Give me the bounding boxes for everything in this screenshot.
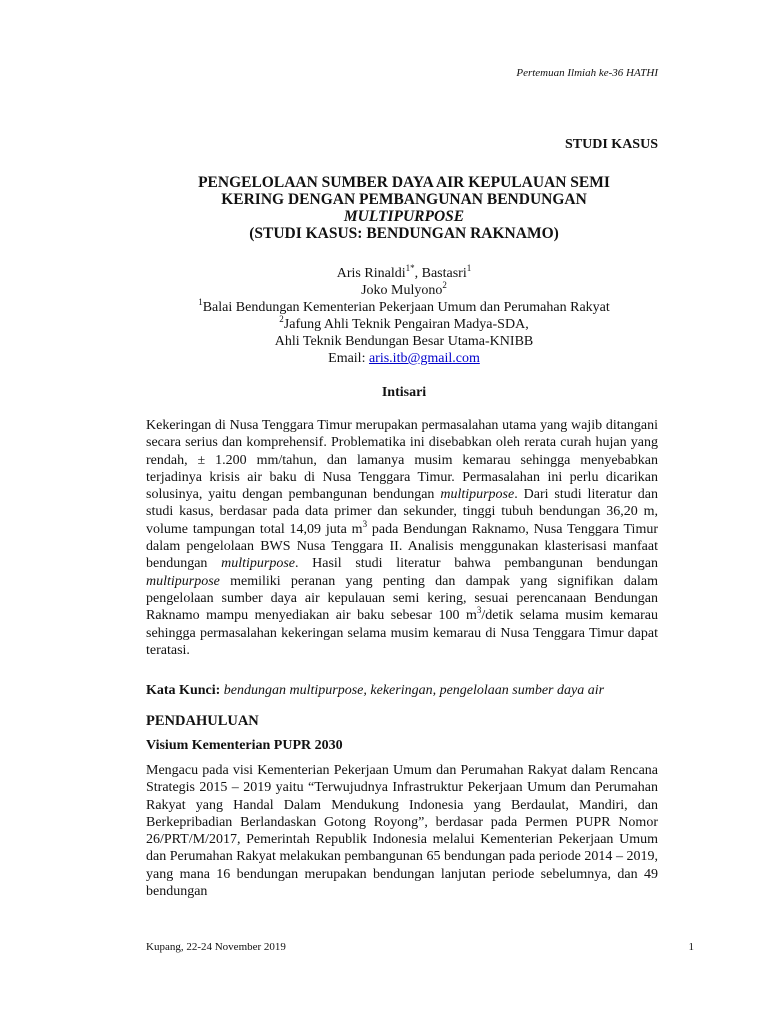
section-heading: PENDAHULUAN (146, 713, 259, 729)
affiliation-2 (0, 316, 768, 333)
abstract-italic-term: multipurpose (221, 556, 295, 572)
footer-location-date: Kupang, 22-24 November 2019 (146, 941, 286, 953)
email-line (0, 350, 768, 367)
author-name: Bastasri (421, 266, 467, 281)
author-affiliation-mark: 1* (405, 263, 415, 273)
abstract-body (146, 417, 658, 659)
abstract-text: /detik selama musim kemarau sehingga permasalahan kekeringan selama musim kemarau di Nusa Tenggara Timur dapat teratasi. (146, 608, 659, 658)
keywords-text: bendungan multipurpose, kekeringan, pengelolaan sumber daya air (220, 683, 605, 698)
page-number: 1 (688, 941, 694, 953)
author-name: Joko Mulyono (361, 283, 443, 298)
author-affiliation-mark: 1 (466, 263, 472, 273)
abstract-text: . Dari studi literatur dan studi kasus, berdasar pada data primer dan sekunder, tinggi tubuh bendungan 36,20 m, volume tampungan total 14,09 juta m (146, 487, 658, 537)
abstract-heading: Intisari (381, 385, 427, 400)
intro-paragraph: Mengacu pada visi Kementerian Pekerjaan Umum dan Perumahan Rakyat dalam Rencana Strategis 2015 – 2019 yaitu “Terwujudnya Infrastruktur Pekerjaan Umum dan Perumahan Rakyat yang Handal Dalam Mendukung Indonesia yang Berdaulat, Mandiri, dan Berkepribadian Berlandaskan Gotong Royong”, berdasar pada Permen PUPR Nomor 26/PRT/M/2017, Pemerintah Republik Indonesia melalui Kementerian Pekerjaan Umum dan Perumahan Rakyat melakukan pembangunan 65 bendungan pada periode 2014 – 2019, yang mana 16 bendungan merupakan bendungan lanjutan periode sebelumnya, dan 49 bendungan (146, 763, 658, 900)
keywords-label: Kata Kunci: (146, 683, 221, 698)
email-link[interactable]: aris.itb@gmail.com (368, 351, 480, 366)
title-line-1: PENGELOLAAN SUMBER DAYA AIR KEPULAUAN SEMI (198, 174, 610, 191)
abstract-text: . Hasil studi literatur bahwa pembangunan bendungan (294, 556, 658, 572)
keywords (146, 683, 604, 699)
title-line-3: MULTIPURPOSE (343, 208, 465, 225)
affiliation-mark: 2 (279, 314, 284, 324)
author-name: Aris Rinaldi (336, 266, 406, 281)
title-line-2: KERING DENGAN PEMBANGUNAN BENDUNGAN (221, 191, 587, 208)
abstract-italic-term: multipurpose (146, 573, 220, 589)
abstract-text: memiliki peranan yang penting dan dampak yang signifikan dalam pengelolaan sumber daya air kepulauan semi kering, sesuai perencanaan Bendungan Raknamo mampu menyediakan air baku sebesar 100 m (146, 573, 658, 624)
superscript: 3 (362, 518, 368, 529)
affiliation-mark: 1 (198, 297, 203, 307)
subsection-heading: Visium Kementerian PUPR 2030 (146, 738, 343, 753)
affiliation-text: Jafung Ahli Teknik Pengairan Madya-SDA, (283, 317, 529, 332)
author-line-2 (0, 282, 768, 299)
title-line-4: (STUDI KASUS: BENDUNGAN RAKNAMO) (249, 225, 559, 242)
author-affiliation-mark: 2 (442, 280, 447, 290)
affiliation-3: Ahli Teknik Bendungan Besar Utama-KNIBB (274, 334, 534, 349)
abstract-italic-term: multipurpose (440, 487, 515, 503)
affiliation-1 (0, 299, 768, 316)
affiliation-text: Balai Bendungan Kementerian Pekerjaan Umum dan Perumahan Rakyat (202, 300, 610, 315)
abstract-text: pada Bendungan Raknamo, Nusa Tenggara Timur dalam pengelolaan BWS Nusa Tenggara II. Analisis menggunakan klasterisasi manfaat bendungan (146, 521, 658, 572)
paper-title (0, 174, 768, 242)
author-line-1 (0, 265, 768, 282)
email-label: Email: (328, 351, 369, 366)
section-label: STUDI KASUS (565, 137, 658, 152)
author-separator: , (414, 266, 422, 281)
running-header: Pertemuan Ilmiah ke-36 HATHI (516, 67, 658, 79)
superscript: 3 (476, 605, 482, 616)
abstract-text: Kekeringan di Nusa Tenggara Timur merupakan permasalahan utama yang wajib ditangani secara serius dan komprehensif. Problematika ini disebabkan oleh rerata curah hujan yang rendah, ± 1.200 mm/tahun, dan lamanya musim kemarau sehingga menyebabkan terjadinya krisis air baku di Nusa Tenggara Timur. Permasalahan ini perlu dicarikan solusinya, yaitu dengan pembangunan bendungan (146, 418, 658, 503)
author-block (0, 265, 768, 367)
